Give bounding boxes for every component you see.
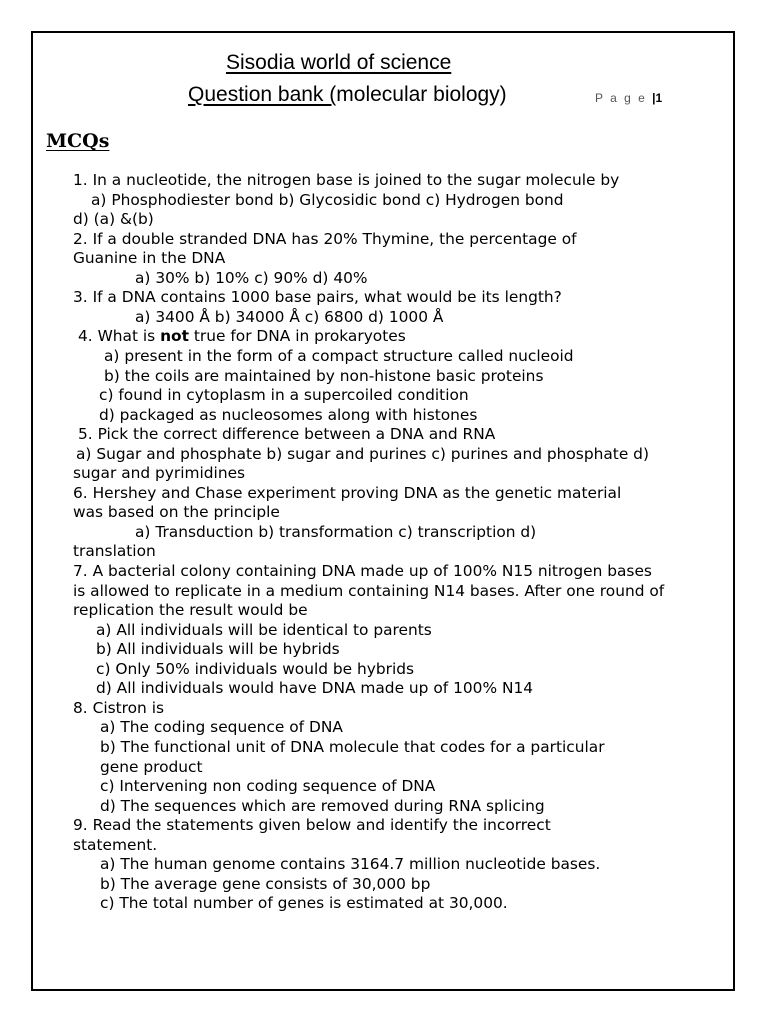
text-line [73,210,154,230]
section-title: MCQs [46,130,110,152]
line-text: a) The human genome contains 3164.7 million nucleotide bases. [100,855,601,874]
text-line [100,894,508,914]
line-text: c) Only 50% individuals would be hybrids [96,659,415,678]
line-text: a) All individuals will be identical to parents [96,620,432,639]
text-line [73,601,308,621]
text-line [73,816,551,836]
line-text: b) the coils are maintained by non-histone basic proteins [104,366,544,385]
text-line [100,777,435,797]
text-line [135,308,443,328]
line-text: c) Intervening non coding sequence of DNA [100,777,436,796]
line-text: is allowed to replicate in a medium containing N14 bases. After one round of [73,581,665,600]
page-number: 1 [655,91,663,105]
subtitle-underlined-part: Question bank ( [188,83,337,106]
line-text: a) 30% b) 10% c) 90% d) 40% [135,268,368,287]
text-line [73,836,157,856]
line-text: a) present in the form of a compact structure called nucleoid [104,346,574,365]
text-line [73,582,664,602]
line-text-continued: true for DNA in prokaryotes [188,327,406,346]
text-line [73,503,280,523]
line-text: b) The functional unit of DNA molecule that codes for a particular [100,737,605,756]
subtitle-rest: molecular biology) [336,83,507,106]
text-line [100,875,430,895]
text-line [91,191,564,211]
text-line [73,249,225,269]
line-text: translation [73,542,156,561]
text-line [73,171,619,191]
line-text: was based on the principle [73,503,280,522]
line-text: sugar and pyrimidines [73,464,246,483]
text-line [135,523,536,543]
line-text: a) Sugar and phosphate b) sugar and purines c) purines and phosphate d) [76,444,649,463]
text-line [135,269,368,289]
text-line [73,699,164,719]
text-line [78,327,406,347]
text-line [96,621,432,641]
text-line [96,679,533,699]
page-label: P a g e [595,91,647,105]
text-line [99,386,469,406]
text-line [73,230,577,250]
text-line [104,367,543,387]
line-text: 9. Read the statements given below and identify the incorrect [73,816,551,835]
line-text: b) All individuals will be hybrids [96,640,340,659]
text-line [100,855,600,875]
document-subtitle [188,83,507,107]
text-line [96,660,414,680]
line-text: replication the result would be [73,601,308,620]
text-line [73,464,245,484]
text-line [73,562,652,582]
text-line [100,718,343,738]
line-text: d) (a) &(b) [73,210,154,229]
text-line [73,288,562,308]
text-line [96,640,340,660]
text-line [73,542,156,562]
line-text: a) Phosphodiester bond b) Glycosidic bond c) Hydrogen bond [91,190,564,209]
line-text: gene product [100,757,203,776]
line-text: a) 3400 Å b) 34000 Å c) 6800 d) 1000 Å [135,307,444,326]
text-line [100,797,545,817]
text-line [76,445,649,465]
line-text: 1. In a nucleotide, the nitrogen base is joined to the sugar molecule by [73,171,620,189]
line-text: c) The total number of genes is estimated at 30,000. [100,894,508,913]
line-text: a) The coding sequence of DNA [100,718,343,737]
text-line [100,758,203,778]
line-text: d) The sequences which are removed during RNA splicing [100,796,545,815]
line-text: 4. What is [78,327,161,346]
line-text: 3. If a DNA contains 1000 base pairs, what would be its length? [73,288,562,307]
line-text: d) packaged as nucleosomes along with histones [99,405,478,424]
page-separator: | [652,91,656,105]
page-indicator [595,91,662,105]
text-line [100,738,605,758]
line-emphasis: not [160,327,189,346]
text-line [73,484,621,504]
line-text: a) Transduction b) transformation c) transcription d) [135,522,537,541]
line-text: 7. A bacterial colony containing DNA made up of 100% N15 nitrogen bases [73,562,652,580]
line-text: Guanine in the DNA [73,249,226,268]
text-line [104,347,574,367]
text-line [99,406,477,426]
text-line [78,425,495,445]
line-text: c) found in cytoplasm in a supercoiled condition [99,386,469,405]
line-text: 8. Cistron is [73,698,164,717]
line-text: 6. Hershey and Chase experiment proving DNA as the genetic material [73,483,622,502]
line-text: 5. Pick the correct difference between a DNA and RNA [78,425,496,444]
line-text: 2. If a double stranded DNA has 20% Thymine, the percentage of [73,229,577,248]
line-text: b) The average gene consists of 30,000 bp [100,874,431,893]
line-text: statement. [73,835,158,854]
document-title: Sisodia world of science [226,51,452,74]
line-text: d) All individuals would have DNA made up of 100% N14 [96,679,534,698]
